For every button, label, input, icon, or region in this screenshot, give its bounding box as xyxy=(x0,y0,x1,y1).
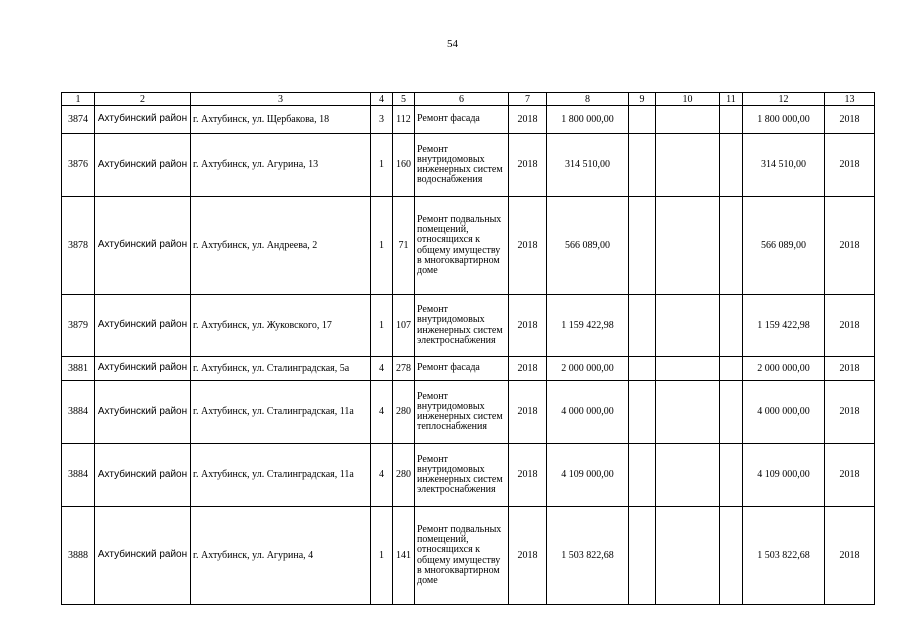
column-number: 6 xyxy=(415,93,509,106)
address-cell: г. Ахтубинск, ул. Андреева, 2 xyxy=(191,197,371,295)
work-type-cell: Ремонт внутридомовых инженерных систем водоснабжения xyxy=(415,134,509,197)
table-row xyxy=(62,106,875,134)
col11-cell xyxy=(720,444,743,507)
total-cell: 4 000 000,00 xyxy=(743,381,825,444)
col10-cell xyxy=(656,381,720,444)
district-cell: Ахтубинский район xyxy=(95,357,191,381)
address-cell: г. Ахтубинск, ул. Агурина, 13 xyxy=(191,134,371,197)
col9-cell xyxy=(629,134,656,197)
year-cell: 2018 xyxy=(509,507,547,605)
district-cell: Ахтубинский район xyxy=(95,106,191,134)
col9-cell xyxy=(629,357,656,381)
table-row xyxy=(62,295,875,357)
record-id-cell: 3884 xyxy=(62,381,95,444)
total-cell: 1 159 422,98 xyxy=(743,295,825,357)
col4-cell: 1 xyxy=(371,134,393,197)
col10-cell xyxy=(656,357,720,381)
record-id-cell: 3884 xyxy=(62,444,95,507)
col4-cell: 4 xyxy=(371,381,393,444)
record-id-cell: 3888 xyxy=(62,507,95,605)
col11-cell xyxy=(720,357,743,381)
table-row xyxy=(62,134,875,197)
col9-cell xyxy=(629,444,656,507)
col11-cell xyxy=(720,106,743,134)
col10-cell xyxy=(656,295,720,357)
col11-cell xyxy=(720,197,743,295)
address-cell: г. Ахтубинск, ул. Жуковского, 17 xyxy=(191,295,371,357)
table-row xyxy=(62,381,875,444)
col4-cell: 1 xyxy=(371,295,393,357)
completion-year-cell: 2018 xyxy=(825,197,875,295)
completion-year-cell: 2018 xyxy=(825,295,875,357)
completion-year-cell: 2018 xyxy=(825,357,875,381)
completion-year-cell: 2018 xyxy=(825,134,875,197)
completion-year-cell: 2018 xyxy=(825,106,875,134)
work-type-cell: Ремонт фасада xyxy=(415,106,509,134)
col5-cell: 278 xyxy=(393,357,415,381)
col11-cell xyxy=(720,134,743,197)
col9-cell xyxy=(629,507,656,605)
col5-cell: 141 xyxy=(393,507,415,605)
record-id-cell: 3876 xyxy=(62,134,95,197)
col5-cell: 160 xyxy=(393,134,415,197)
col5-cell: 280 xyxy=(393,381,415,444)
col4-cell: 4 xyxy=(371,444,393,507)
address-cell: г. Ахтубинск, ул. Сталинградская, 11а xyxy=(191,381,371,444)
year-cell: 2018 xyxy=(509,381,547,444)
column-number: 13 xyxy=(825,93,875,106)
cost-cell: 566 089,00 xyxy=(547,197,629,295)
cost-cell: 4 000 000,00 xyxy=(547,381,629,444)
col11-cell xyxy=(720,381,743,444)
work-type-cell: Ремонт внутридомовых инженерных систем теплоснабжения xyxy=(415,381,509,444)
total-cell: 1 503 822,68 xyxy=(743,507,825,605)
col10-cell xyxy=(656,444,720,507)
column-number: 1 xyxy=(62,93,95,106)
table-row xyxy=(62,197,875,295)
record-id-cell: 3881 xyxy=(62,357,95,381)
page-number: 54 xyxy=(447,38,458,50)
year-cell: 2018 xyxy=(509,134,547,197)
cost-cell: 1 503 822,68 xyxy=(547,507,629,605)
address-cell: г. Ахтубинск, ул. Сталинградская, 5а xyxy=(191,357,371,381)
year-cell: 2018 xyxy=(509,357,547,381)
year-cell: 2018 xyxy=(509,444,547,507)
column-number: 11 xyxy=(720,93,743,106)
column-number: 5 xyxy=(393,93,415,106)
col10-cell xyxy=(656,507,720,605)
col9-cell xyxy=(629,106,656,134)
work-type-cell: Ремонт внутридомовых инженерных систем электроснабжения xyxy=(415,444,509,507)
total-cell: 4 109 000,00 xyxy=(743,444,825,507)
col4-cell: 1 xyxy=(371,507,393,605)
column-number: 8 xyxy=(547,93,629,106)
col10-cell xyxy=(656,134,720,197)
district-cell: Ахтубинский район xyxy=(95,507,191,605)
cost-cell: 4 109 000,00 xyxy=(547,444,629,507)
year-cell: 2018 xyxy=(509,295,547,357)
record-id-cell: 3874 xyxy=(62,106,95,134)
work-type-cell: Ремонт фасада xyxy=(415,357,509,381)
column-number-row xyxy=(62,93,875,106)
repair-program-table xyxy=(61,92,875,605)
cost-cell: 2 000 000,00 xyxy=(547,357,629,381)
column-number: 3 xyxy=(191,93,371,106)
col9-cell xyxy=(629,381,656,444)
column-number: 4 xyxy=(371,93,393,106)
column-number: 12 xyxy=(743,93,825,106)
column-number: 7 xyxy=(509,93,547,106)
col4-cell: 1 xyxy=(371,197,393,295)
col5-cell: 280 xyxy=(393,444,415,507)
total-cell: 1 800 000,00 xyxy=(743,106,825,134)
total-cell: 2 000 000,00 xyxy=(743,357,825,381)
col9-cell xyxy=(629,197,656,295)
work-type-cell: Ремонт подвальных помещений, относящихся к общему имуществу в многоквартирном доме xyxy=(415,197,509,295)
table-row xyxy=(62,507,875,605)
record-id-cell: 3878 xyxy=(62,197,95,295)
total-cell: 314 510,00 xyxy=(743,134,825,197)
table-row xyxy=(62,357,875,381)
col4-cell: 3 xyxy=(371,106,393,134)
cost-cell: 314 510,00 xyxy=(547,134,629,197)
completion-year-cell: 2018 xyxy=(825,507,875,605)
address-cell: г. Ахтубинск, ул. Сталинградская, 11а xyxy=(191,444,371,507)
district-cell: Ахтубинский район xyxy=(95,444,191,507)
year-cell: 2018 xyxy=(509,106,547,134)
record-id-cell: 3879 xyxy=(62,295,95,357)
col10-cell xyxy=(656,106,720,134)
cost-cell: 1 159 422,98 xyxy=(547,295,629,357)
year-cell: 2018 xyxy=(509,197,547,295)
col9-cell xyxy=(629,295,656,357)
col5-cell: 112 xyxy=(393,106,415,134)
district-cell: Ахтубинский район xyxy=(95,197,191,295)
completion-year-cell: 2018 xyxy=(825,444,875,507)
column-number: 9 xyxy=(629,93,656,106)
col5-cell: 107 xyxy=(393,295,415,357)
column-number: 10 xyxy=(656,93,720,106)
address-cell: г. Ахтубинск, ул. Щербакова, 18 xyxy=(191,106,371,134)
cost-cell: 1 800 000,00 xyxy=(547,106,629,134)
work-type-cell: Ремонт подвальных помещений, относящихся к общему имуществу в многоквартирном доме xyxy=(415,507,509,605)
column-number: 2 xyxy=(95,93,191,106)
district-cell: Ахтубинский район xyxy=(95,381,191,444)
district-cell: Ахтубинский район xyxy=(95,295,191,357)
col11-cell xyxy=(720,295,743,357)
col4-cell: 4 xyxy=(371,357,393,381)
total-cell: 566 089,00 xyxy=(743,197,825,295)
col10-cell xyxy=(656,197,720,295)
col11-cell xyxy=(720,507,743,605)
district-cell: Ахтубинский район xyxy=(95,134,191,197)
table-row xyxy=(62,444,875,507)
address-cell: г. Ахтубинск, ул. Агурина, 4 xyxy=(191,507,371,605)
col5-cell: 71 xyxy=(393,197,415,295)
completion-year-cell: 2018 xyxy=(825,381,875,444)
work-type-cell: Ремонт внутридомовых инженерных систем электроснабжения xyxy=(415,295,509,357)
